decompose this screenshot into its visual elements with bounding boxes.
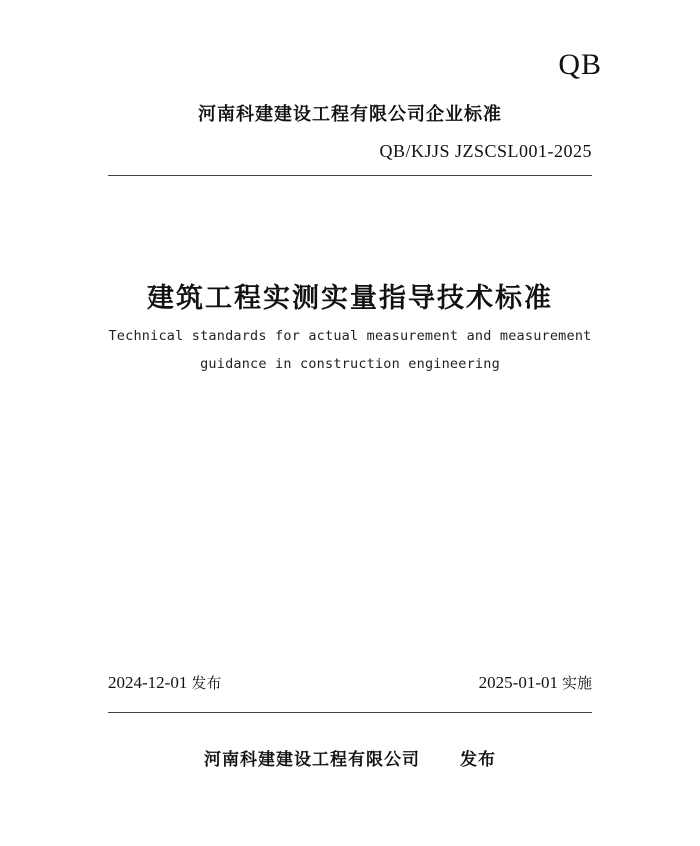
document-title-english-line-1: Technical standards for actual measurement and measurement <box>108 328 592 344</box>
implementation-date-block <box>479 672 592 693</box>
issue-date-block <box>108 672 221 693</box>
publisher-name: 河南科建建设工程有限公司 <box>204 750 420 770</box>
standard-category-mark: QB <box>558 48 602 81</box>
standard-code: QB/KJJS JZSCSL001-2025 <box>379 141 592 161</box>
document-title-chinese: 建筑工程实测实量指导技术标准 <box>147 283 553 314</box>
organization-standard-line: 河南科建建设工程有限公司企业标准 <box>198 104 502 125</box>
footer-divider <box>108 712 592 713</box>
document-title-english-line-2: guidance in construction engineering <box>200 356 500 372</box>
implementation-date-value: 2025-01-01 <box>478 673 558 692</box>
dates-row <box>108 672 592 693</box>
publisher-verb: 发布 <box>460 750 496 770</box>
implementation-date-label: 实施 <box>561 674 592 692</box>
issue-date-label: 发布 <box>191 674 222 692</box>
header-divider <box>108 175 592 176</box>
issue-date-value: 2024-12-01 <box>108 673 188 692</box>
document-title-english <box>90 322 610 378</box>
publisher-line <box>108 745 592 770</box>
